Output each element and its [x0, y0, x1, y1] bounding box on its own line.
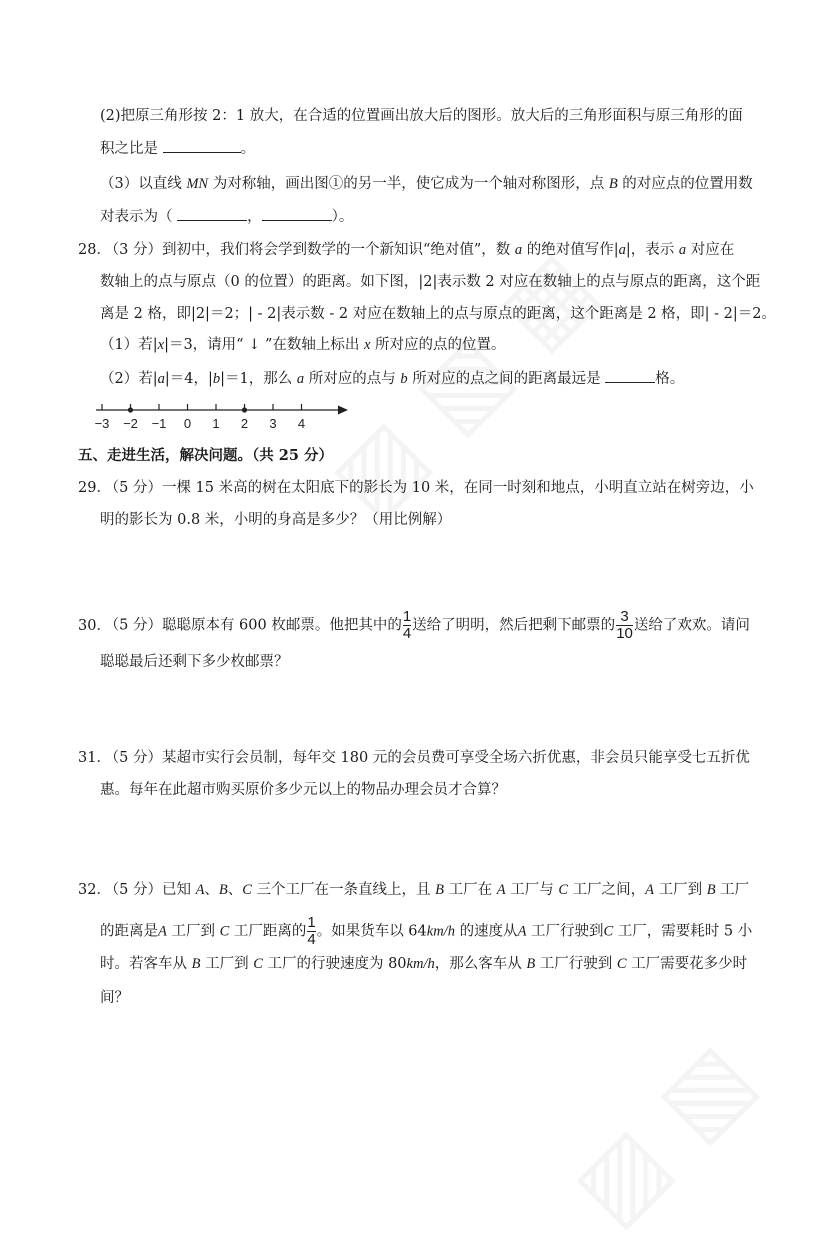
answer-blank[interactable]	[177, 206, 247, 221]
variable: A	[496, 882, 506, 898]
text: 。如果货车以 64	[316, 923, 427, 940]
question-number: 28．	[78, 242, 111, 258]
text: （5 分）已知	[104, 882, 191, 898]
number-line	[90, 396, 360, 434]
text: 工厂需要花多少时	[631, 956, 748, 972]
text: 工厂	[720, 882, 750, 898]
unit: km/h	[426, 923, 455, 940]
text: 工厂之间，	[572, 882, 646, 898]
question-number: 32．	[78, 882, 111, 898]
arrow-right-icon	[338, 406, 348, 415]
text: 惠。每年在此超市购买原价多少元以上的物品办理会员才合算？	[100, 782, 506, 798]
variable: b	[212, 371, 221, 387]
text: 积之比是	[100, 141, 158, 157]
text: 的绝对值写作|	[526, 242, 619, 258]
q31-line2	[100, 780, 506, 800]
variable: C	[253, 956, 263, 972]
text: 三个工厂在一条直线上，且	[256, 882, 431, 898]
text: 的对应点的位置用数	[622, 176, 753, 192]
variable: a	[514, 242, 523, 258]
question-number: 29．	[78, 480, 111, 496]
text: （1）若|	[100, 337, 158, 353]
q30-line1	[78, 610, 750, 641]
axis-tick-label: 3	[269, 416, 277, 431]
axis-tick-label: −3	[94, 416, 110, 431]
q29-line1	[78, 478, 754, 498]
text: 的速度从	[459, 923, 518, 940]
denominator: 4	[307, 931, 316, 948]
text: 间？	[100, 990, 129, 1006]
axis-tick-label: 1	[212, 416, 220, 431]
fraction	[616, 610, 633, 641]
text: 聪聪最后还剩下多少枚邮票？	[100, 654, 289, 670]
axis-tick-label: 0	[183, 416, 192, 431]
variable: B	[526, 956, 536, 972]
answer-blank[interactable]	[163, 138, 241, 153]
q27-part3-line2	[100, 206, 353, 227]
text: 离是 2 格，即|2|＝2；| ‐ 2|表示数 ‐ 2 对应在数轴上的点与原点的距离，这个距离是 2 格，即| ‐ 2|＝2。	[100, 306, 777, 322]
text: （5 分）一棵 15 米高的树在太阳底下的影长为 10 米，在同一时刻和地点，小明直立站在树旁边，小	[104, 480, 754, 496]
text: 工厂在	[448, 882, 493, 898]
text: |＝3，请用“ ↓ ”在数轴上标出	[164, 337, 360, 353]
variable: a	[157, 371, 165, 387]
text: ，	[247, 209, 262, 225]
question-number: 30．	[78, 617, 111, 634]
text: 明的影长为 0.8 米，小明的身高是多少？（用比例解）	[100, 512, 452, 528]
text: 工厂，需要耗时 5 小	[617, 923, 753, 940]
denominator: 10	[616, 625, 633, 642]
q32-line1	[78, 880, 749, 900]
text: |＝4，|	[164, 371, 213, 387]
text: （5 分）某超市实行会员制，每年交 180 元的会员费可享受全场六折优惠，非会员只能享受七五折优	[104, 750, 750, 766]
variable: B	[191, 956, 201, 972]
axis-tick-label: −1	[151, 416, 167, 431]
text: 的距离是	[100, 923, 158, 940]
text: 为对称轴，画出图①的另一半，使它成为一个轴对称图形，点	[212, 176, 605, 192]
q28-part1	[100, 335, 506, 355]
text: 工厂距离的	[233, 923, 307, 940]
q27-part3-line1	[100, 174, 753, 194]
q28-part2	[100, 368, 684, 389]
axis-tick-label: 2	[240, 416, 249, 431]
text: ，那么客车从	[434, 956, 522, 972]
text: 五、走进生活，解决问题。（共 25 分）	[78, 447, 334, 464]
text: 。	[240, 141, 256, 157]
text: 工厂到	[658, 882, 703, 898]
variable: B	[435, 882, 445, 898]
text: 、	[227, 882, 243, 898]
variable: a	[678, 242, 687, 258]
answer-blank[interactable]	[605, 368, 655, 383]
denominator: 4	[402, 625, 412, 642]
text: 工厂行驶到	[531, 923, 604, 940]
text: 所对应的点的位置。	[375, 337, 506, 353]
text: 工厂的行驶速度为 80	[267, 956, 407, 972]
variable: x	[157, 337, 165, 353]
q32-line4	[100, 988, 129, 1008]
text: 工厂到	[205, 956, 249, 972]
q28-line3	[100, 304, 776, 324]
text: |，表示	[625, 242, 675, 258]
text: 、	[204, 882, 219, 898]
text: 工厂与	[510, 882, 554, 898]
text: |＝1，那么	[220, 371, 293, 387]
q32-line3	[100, 954, 747, 974]
variable: C	[603, 923, 614, 940]
text: 格。	[655, 371, 685, 387]
variable: A	[158, 923, 167, 940]
variable: a	[296, 371, 305, 387]
variable: A	[645, 882, 654, 898]
text: 时。若客车从	[100, 956, 187, 972]
variable: b	[400, 371, 408, 387]
variable: A	[517, 923, 527, 940]
variable: C	[616, 956, 627, 972]
numerator: 3	[620, 608, 629, 625]
variable: A	[195, 882, 205, 898]
q30-line2	[100, 652, 289, 672]
question-number: 31．	[78, 750, 111, 766]
variable: C	[219, 923, 230, 940]
text: 工厂行驶到	[539, 956, 613, 972]
answer-blank[interactable]	[262, 206, 332, 221]
variable: x	[363, 337, 371, 353]
q32-line2	[100, 916, 752, 947]
q27-part2-line2	[100, 138, 255, 159]
text: （3）以直线	[100, 176, 182, 192]
variable: B	[608, 176, 618, 192]
variable: MN	[186, 176, 209, 192]
text: ）。	[331, 209, 354, 225]
text: 对表示为（	[100, 209, 173, 225]
text: （2）若|	[100, 371, 158, 387]
q28-line1	[78, 240, 734, 260]
numerator: 1	[402, 608, 412, 625]
section-5-heading	[78, 446, 333, 466]
variable: B	[218, 882, 228, 898]
text: （5 分）聪聪原本有 600 枚邮票。他把其中的	[104, 617, 402, 634]
axis-point	[242, 407, 247, 412]
text: 所对应的点与	[308, 371, 396, 387]
text: 数轴上的点与原点（0 的位置）的距离。如下图，|2|表示数 2 对应在数轴上的点与原点的距离，这个距	[100, 274, 761, 290]
fraction	[403, 610, 411, 641]
watermark	[552, 1023, 773, 1244]
text: 工厂到	[171, 923, 215, 940]
text: 送给了明明，然后把剩下邮票的	[412, 617, 616, 634]
q29-line2	[100, 510, 451, 530]
unit: km/h	[406, 956, 435, 972]
variable: C	[242, 882, 252, 898]
text: （3 分）到初中，我们将会学到数学的一个新知识“绝对值”，数	[104, 242, 511, 258]
q31-line1	[78, 748, 750, 768]
variable: C	[558, 882, 568, 898]
q27-part2-line1	[100, 106, 743, 126]
text: 所对应的点之间的距离最远是	[412, 371, 601, 387]
text: (2)把原三角形按 2：1 放大，在合适的位置画出放大后的图形。放大后的三角形面积与原三角形的面	[100, 108, 743, 124]
q28-line2	[100, 272, 760, 292]
variable: B	[706, 882, 716, 898]
text: 对应在	[690, 242, 735, 258]
axis-point	[128, 407, 133, 412]
axis-tick-label: −2	[123, 416, 138, 431]
fraction	[307, 916, 315, 947]
numerator: 1	[307, 914, 316, 931]
text: 送给了欢欢。请问	[633, 617, 750, 634]
variable: a	[618, 242, 626, 258]
axis-tick-label: 4	[297, 416, 306, 431]
